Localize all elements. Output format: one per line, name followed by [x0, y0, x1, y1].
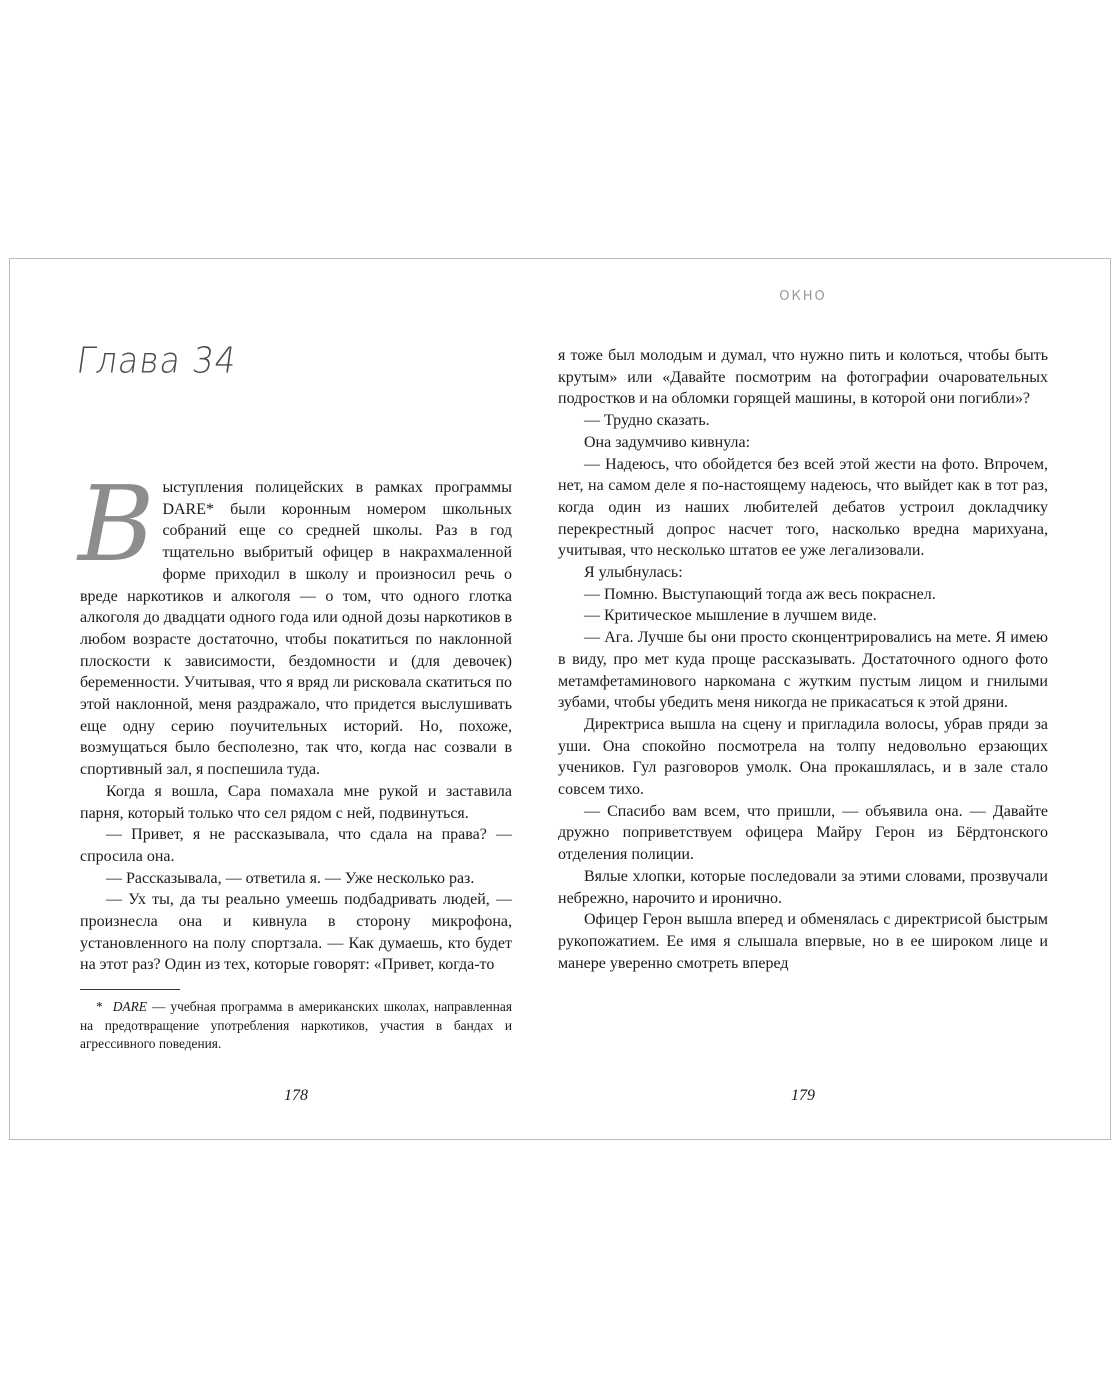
paragraph: — Рассказывала, — ответила я. — Уже несколько раз. — [106, 869, 475, 887]
paragraph: — Ух ты, да ты реально умеешь подбадривать людей, — произнесла она и кивнула в сторону микрофона, установленного на полу спортзала. — Как думаешь, кто будет на этот раз? Один из тех, которые говорят: «Привет, когда-то — [80, 891, 512, 974]
paragraph: Директриса вышла на сцену и пригладила волосы, убрав пряди за уши. Она спокойно посмотрела на толпу недовольно ерзающих учеников. Гул разговоров умолк. Она прокашлялась, и в зале стало совсем тихо. — [558, 715, 1048, 799]
book-spread — [9, 258, 1111, 1140]
paragraph: Я улыбнулась: — [584, 564, 683, 582]
left-page-body — [78, 463, 512, 976]
footnote-rule — [80, 989, 180, 990]
paragraph: — Ага. Лучше бы они просто сконцентрировались на мете. Я имею в виду, про мет куда проще рассказывать. Достаточного одного фото метамфетаминового наркомана с жутким пустым лицом и гнилыми зубами, чтобы убедить меня никогда не прикасаться к этой дряни. — [558, 629, 1048, 712]
footnote-body: — учебная программа в американских школах, направленная на предотвращение употребления наркотиков, участия в бандах и агрессивного поведения. — [80, 999, 512, 1051]
page-number-right: 179 — [791, 1087, 815, 1104]
paragraph: — Помню. Выступающий тогда аж весь покраснел. — [584, 585, 936, 603]
footnote — [80, 989, 512, 1054]
footnote-marker: * — [96, 999, 103, 1014]
footnote-term: DARE — [112, 999, 147, 1014]
footnote-text — [80, 998, 512, 1054]
paragraph: Офицер Герон вышла вперед и обменялась с директрисой быстрым рукопожатием. Ее имя я слышала впервые, но в ее широком лице и манере уверенно смотреть вперед — [558, 911, 1048, 972]
paragraph: я тоже был молодым и думал, что нужно пить и колоться, чтобы быть крутым» или «Давайте посмотрим на фотографии очаровательных подростков и на обломки горящей машины, в которой они погибли»? — [558, 347, 1048, 408]
paragraph: — Спасибо вам всем, что пришли, — объявила она. — Давайте дружно поприветствуем офицера Майру Герон из Бёрдтонского отделения полиции. — [558, 802, 1048, 864]
paragraph: — Трудно сказать. — [584, 412, 710, 430]
opening-paragraph — [78, 463, 512, 781]
paragraph: Она задумчиво кивнула: — [584, 433, 751, 451]
running-head: ОКНО — [779, 289, 827, 304]
page-number-left: 178 — [284, 1087, 308, 1104]
right-page-body — [558, 345, 1048, 974]
opening-paragraph-text: ыступления полицейских в рамках программы DARE* были коронным номером школьных собраний еще со средней школы. Раз в год тщательно выбритый офицер в накрахмаленной форме приходил в школу и произносил речь о вреде наркотиков и алкоголя — о том, что одного глотка алкоголя до двадцати одного года или одной дозы наркотиков в любом возрасте достаточно, чтобы покатиться по наклонной плоскости к зависимости, бездомности и (для девочек) беременности. Учитывая, что я вряд ли рисковала скатиться по этой наклонной, меня раздражало, что придется выслушивать еще одну серию поучительных историй. Но, похоже, возмущаться было бесполезно, так что, когда нас созвали в спортивный зал, я поспешила туда. — [80, 479, 512, 779]
paragraph: Когда я вошла, Сара помахала мне рукой и заставила парня, который только что сел рядом с ней, подвинуться. — [80, 782, 512, 822]
paragraph: Вялые хлопки, которые последовали за этими словами, прозвучали небрежно, нарочито и иронично. — [558, 867, 1048, 907]
chapter-title: Глава 34 — [74, 339, 240, 382]
paragraph: — Критическое мышление в лучшем виде. — [584, 607, 877, 625]
right-page — [558, 259, 1048, 1139]
paragraph: — Привет, я не рассказывала, что сдала на права? — спросила она. — [80, 826, 512, 865]
left-page — [74, 259, 512, 1139]
paragraph: — Надеюсь, что обойдется без всей этой жести на фото. Впрочем, нет, на самом деле я по-настоящему надеюсь, что выйдет как в тот раз, когда один из наших любителей дебатов устроил докладчику перекрестный допрос насчет того, насколько вредна марихуана, учитывая, что несколько штатов ее уже легализовали. — [558, 455, 1048, 560]
drop-cap: В — [78, 463, 155, 585]
